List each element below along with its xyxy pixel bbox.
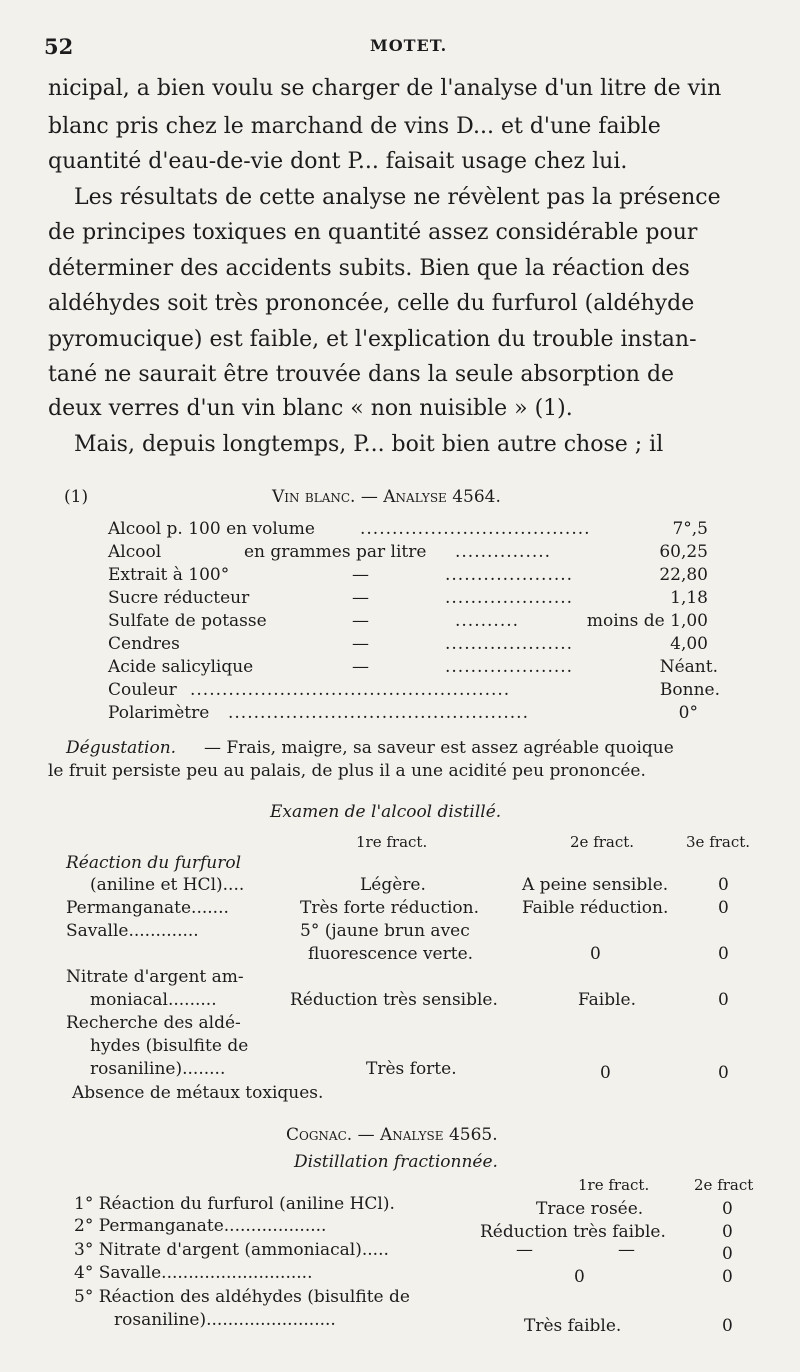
wine-row-mid: — — [352, 657, 369, 677]
wine-row-value: 1,18 — [670, 588, 708, 608]
leader-dots: .................... — [445, 634, 574, 654]
body-line: Les résultats de cette analyse ne révèlent pas la présence — [74, 185, 721, 210]
cognac-cell: 0 — [722, 1316, 733, 1336]
footnote-title: Vin blanc. — Analyse 4564. — [272, 487, 501, 507]
page-number: 52 — [44, 34, 74, 59]
wine-row-mid: — — [352, 611, 369, 631]
cognac-row-label: 4° Savalle............................ — [74, 1263, 313, 1283]
wine-row-label: Acide salicylique — [108, 657, 254, 677]
cognac-row-label: rosaniline)........................ — [114, 1310, 336, 1330]
leader-dots: .................... — [445, 588, 574, 608]
exam-cell: 0 — [600, 1063, 611, 1083]
exam-row-label: Réaction du furfurol — [66, 853, 242, 873]
cognac-cell: Très faible. — [524, 1316, 622, 1336]
degustation-text: — Frais, maigre, sa saveur est assez agréable quoique — [204, 738, 674, 758]
exam-row-label: rosaniline)........ — [90, 1059, 226, 1079]
exam-cell: Légère. — [360, 875, 426, 895]
leader-dots: ............................................... — [228, 703, 529, 723]
leader-dots: .................................... — [360, 519, 591, 539]
wine-row-value: Bonne. — [659, 680, 720, 700]
cognac-cell: 0 — [722, 1199, 733, 1219]
leader-dots: .......... — [455, 611, 520, 631]
wine-row-value: 7°,5 — [672, 519, 708, 539]
fraction-header: 1re fract. — [356, 833, 428, 851]
exam-row-label: (aniline et HCl).... — [90, 875, 245, 895]
wine-row-mid: — — [352, 588, 369, 608]
body-line: de principes toxiques en quantité assez considérable pour — [48, 220, 698, 245]
body-line: blanc pris chez le marchand de vins D... et d'une faible — [48, 114, 661, 139]
exam-cell: Très forte. — [366, 1059, 457, 1079]
fraction-header: 2e fract — [694, 1176, 754, 1194]
exam-cell: 0 — [718, 875, 729, 895]
exam-cell: 0 — [590, 944, 601, 964]
exam-cell: A peine sensible. — [522, 875, 669, 895]
body-line: nicipal, a bien voulu se charger de l'analyse d'un litre de vin — [48, 76, 722, 101]
wine-row-label: Sucre réducteur — [108, 588, 250, 608]
cognac-cell: Trace rosée. — [536, 1199, 644, 1219]
exam-row-label: hydes (bisulfite de — [90, 1036, 249, 1056]
body-line: tané ne saurait être trouvée dans la seule absorption de — [48, 362, 675, 387]
cognac-cell: 0 — [722, 1244, 733, 1264]
wine-row-label: Cendres — [108, 634, 180, 654]
wine-row-label: Sulfate de potasse — [108, 611, 267, 631]
degustation-label: Dégustation. — [66, 738, 177, 758]
exam-title: Examen de l'alcool distillé. — [270, 802, 502, 822]
leader-dots: .................... — [445, 657, 574, 677]
absence-line: Absence de métaux toxiques. — [72, 1083, 324, 1103]
exam-cell: Très forte réduction. — [300, 898, 479, 918]
wine-row-value: moins de 1,00 — [586, 611, 708, 631]
cognac-cell: 0 — [574, 1267, 585, 1287]
body-line: déterminer des accidents subits. Bien que la réaction des — [48, 256, 690, 281]
exam-cell: Réduction très sensible. — [290, 990, 498, 1010]
cognac-cell: Réduction très faible. — [480, 1222, 666, 1242]
wine-row-value: 0° — [678, 703, 698, 723]
wine-row-mid: — — [352, 634, 369, 654]
wine-row-label: Extrait à 100° — [108, 565, 230, 585]
exam-cell: 0 — [718, 944, 729, 964]
wine-row-mid: — — [352, 565, 369, 585]
exam-row-label: Permanganate....... — [66, 898, 229, 918]
exam-row-label: Nitrate d'argent am- — [66, 967, 244, 987]
fraction-header: 1re fract. — [578, 1176, 650, 1194]
body-line: Mais, depuis longtemps, P... boit bien autre chose ; il — [74, 432, 664, 457]
wine-row-label: Polarimètre — [108, 703, 210, 723]
fraction-header: 2e fract. — [570, 833, 635, 851]
leader-dots: ............... — [455, 542, 552, 562]
wine-row-value: Néant. — [659, 657, 718, 677]
wine-row-value: 60,25 — [659, 542, 708, 562]
wine-row-label: Couleur — [108, 680, 177, 700]
exam-cell: 0 — [718, 990, 729, 1010]
body-line: aldéhydes soit très prononcée, celle du furfurol (aldéhyde — [48, 291, 695, 316]
body-line: deux verres d'un vin blanc « non nuisible » (1). — [48, 396, 573, 421]
cognac-cell: — — [516, 1240, 533, 1260]
cognac-row-label: 1° Réaction du furfurol (aniline HCl). — [74, 1194, 395, 1214]
cognac-cell: — — [618, 1240, 635, 1260]
footnote-marker: (1) — [64, 487, 89, 507]
exam-row-label: Savalle............. — [66, 921, 199, 941]
exam-row-label: moniacal......... — [90, 990, 217, 1010]
cognac-row-label: 2° Permanganate................... — [74, 1216, 327, 1236]
degustation-text: le fruit persiste peu au palais, de plus il a une acidité peu prononcée. — [48, 761, 646, 781]
distillation-title: Distillation fractionnée. — [294, 1152, 498, 1172]
wine-row-value: 22,80 — [659, 565, 708, 585]
body-line: pyromucique) est faible, et l'explication du trouble instan- — [48, 327, 697, 352]
exam-cell: 0 — [718, 898, 729, 918]
cognac-cell: 0 — [722, 1267, 733, 1287]
exam-cell: fluorescence verte. — [308, 944, 474, 964]
exam-cell: 5° (jaune brun avec — [300, 921, 470, 941]
wine-row-label: Alcool — [108, 542, 162, 562]
wine-row-value: 4,00 — [670, 634, 708, 654]
exam-cell: Faible réduction. — [522, 898, 669, 918]
leader-dots: .................... — [445, 565, 574, 585]
cognac-cell: 0 — [722, 1222, 733, 1242]
cognac-row-label: 3° Nitrate d'argent (ammoniacal)..... — [74, 1240, 389, 1260]
cognac-title: Cognac. — Analyse 4565. — [286, 1125, 498, 1145]
running-title: MOTET. — [370, 36, 448, 55]
leader-dots: .................................................. — [190, 680, 511, 700]
exam-row-label: Recherche des aldé- — [66, 1013, 241, 1033]
exam-cell: 0 — [718, 1063, 729, 1083]
exam-cell: Faible. — [578, 990, 636, 1010]
cognac-row-label: 5° Réaction des aldéhydes (bisulfite de — [74, 1287, 410, 1307]
fraction-header: 3e fract. — [686, 833, 751, 851]
wine-row-label: Alcool p. 100 en volume — [108, 519, 315, 539]
body-line: quantité d'eau-de-vie dont P... faisait usage chez lui. — [48, 149, 628, 174]
wine-row-mid: en grammes par litre — [244, 542, 427, 562]
